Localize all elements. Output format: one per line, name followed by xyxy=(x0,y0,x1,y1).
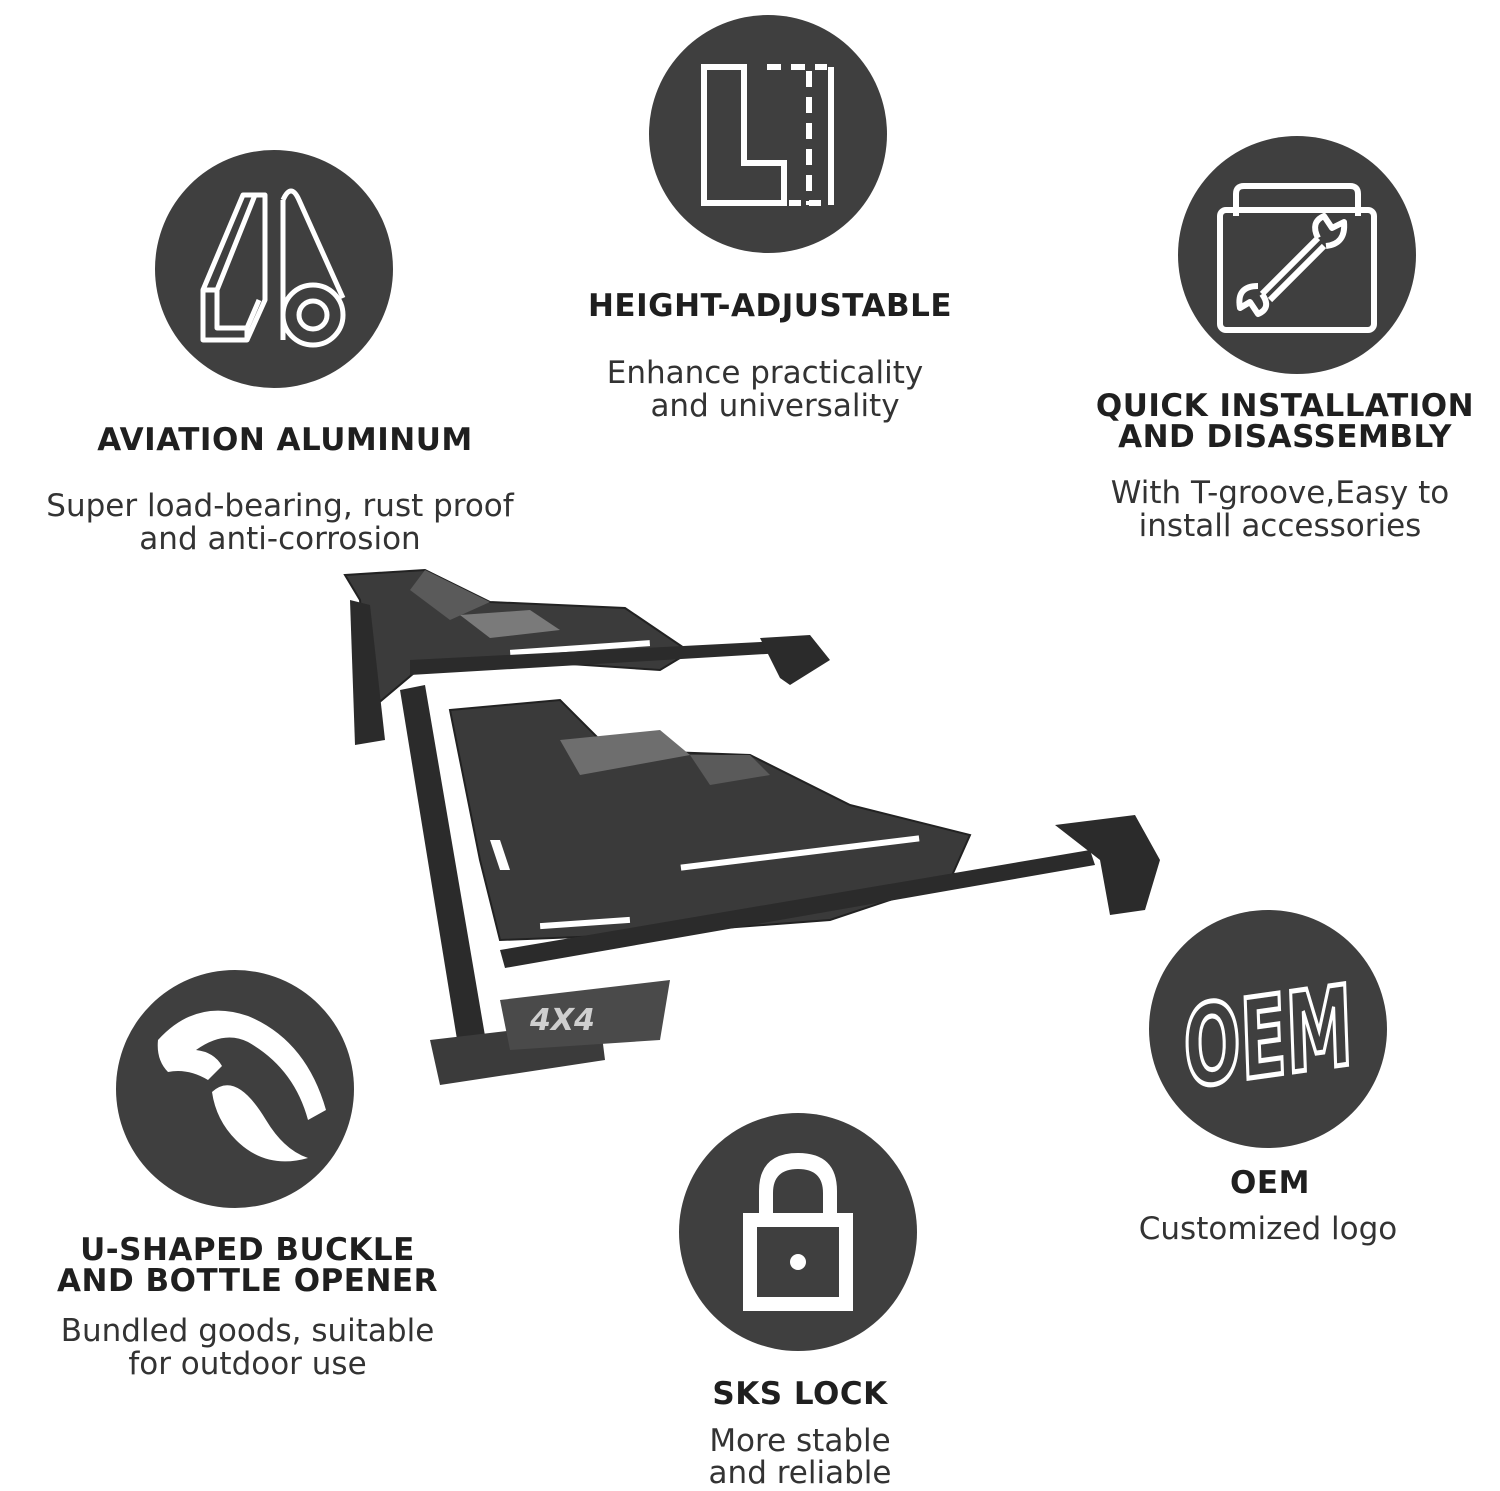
quick-installation-title-line1: QUICK INSTALLATION xyxy=(1095,388,1475,424)
wrench-toolbox-icon xyxy=(1178,136,1416,374)
sks-lock-desc-line2: and reliable xyxy=(708,1455,892,1491)
buckle-title-line2: AND BOTTLE OPENER xyxy=(57,1263,438,1299)
buckle-desc-line1: Bundled goods, suitable xyxy=(60,1313,435,1349)
height-adjustable-title: HEIGHT-ADJUSTABLE xyxy=(587,288,953,324)
aluminum-profile-icon xyxy=(155,150,393,388)
height-adjustable-desc-line1: Enhance practicality xyxy=(606,355,924,391)
height-adjustable-icon-circle xyxy=(649,15,887,253)
aviation-aluminum-title: AVIATION ALUMINUM xyxy=(97,422,473,458)
quick-installation-icon-circle xyxy=(1178,136,1416,374)
buckle-icon-circle xyxy=(116,970,354,1208)
quick-installation-desc-line1: With T-groove,Easy to xyxy=(1110,475,1450,511)
oem-desc: Customized logo xyxy=(1138,1211,1398,1247)
height-adjust-icon xyxy=(649,15,887,253)
buckle-title-line1: U-SHAPED BUCKLE xyxy=(80,1232,415,1268)
lower-arm xyxy=(450,700,1160,968)
oem-icon-circle xyxy=(1149,910,1462,1148)
oem-logo-text: OEM xyxy=(1181,947,1462,1115)
padlock-icon xyxy=(679,1113,917,1351)
aviation-aluminum-desc-line2: and anti-corrosion xyxy=(139,521,421,557)
height-adjustable-desc-line2: and universality xyxy=(650,388,900,424)
oem-title: OEM xyxy=(1230,1165,1310,1201)
aviation-aluminum-icon-circle xyxy=(155,150,393,388)
sks-lock-desc-line1: More stable xyxy=(709,1423,891,1459)
buckle-desc-line2: for outdoor use xyxy=(128,1346,367,1382)
quick-installation-desc-line2: install accessories xyxy=(1138,508,1422,544)
sks-lock-icon-circle xyxy=(679,1113,917,1351)
oem-letters-icon xyxy=(1149,910,1462,1148)
quick-installation-title-line2: AND DISASSEMBLY xyxy=(1118,419,1452,455)
sks-lock-title: SKS LOCK xyxy=(712,1376,888,1412)
aviation-aluminum-desc-line1: Super load-bearing, rust proof xyxy=(46,488,514,524)
buckle-opener-icon xyxy=(116,970,354,1208)
product-badge-text: 4X4 xyxy=(530,1003,595,1038)
product-rack-image xyxy=(330,560,1200,1120)
